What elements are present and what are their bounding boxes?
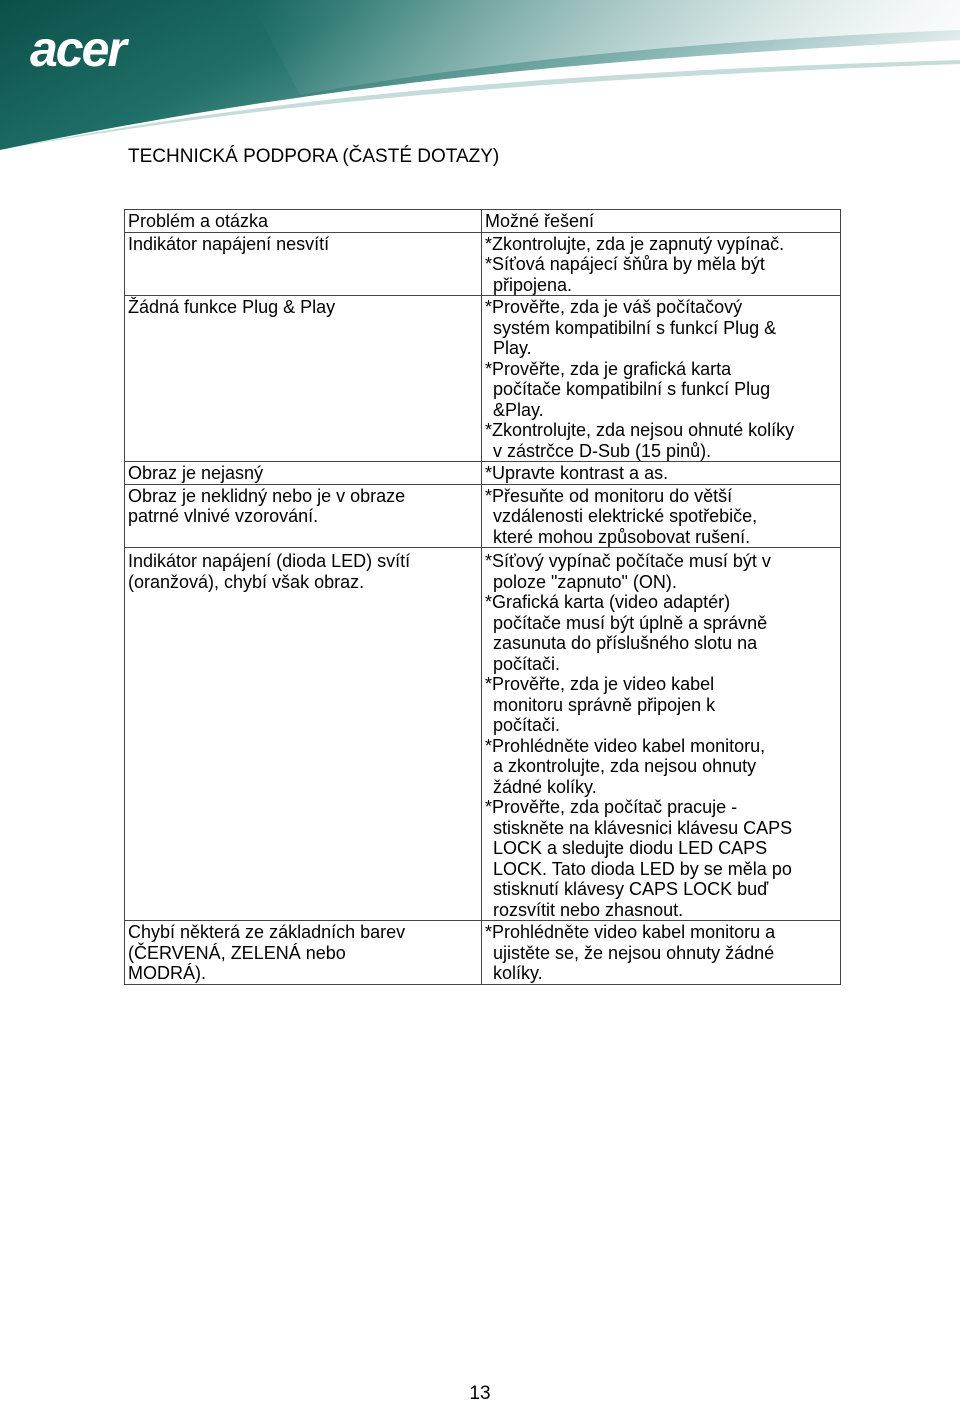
solution-item <box>485 674 837 736</box>
solution-item <box>485 254 837 295</box>
solution-line: vzdálenosti elektrické spotřebiče, <box>493 506 758 526</box>
problem-text: Žádná funkce Plug & Play <box>128 297 336 317</box>
solution-cell <box>482 921 841 985</box>
solution-line: systém kompatibilní s funkcí Plug & <box>493 317 777 338</box>
solution-line: *Síťová napájecí šňůra by měla být <box>485 254 765 274</box>
solution-line: *Zkontrolujte, zda je zapnutý vypínač. <box>485 233 785 254</box>
problem-line: Indikátor napájení (dioda LED) svítí <box>128 551 411 571</box>
problem-line: patrné vlnivé vzorování. <box>128 506 319 526</box>
column-header-problem: Problém a otázka <box>125 210 482 233</box>
problem-line: (oranžová), chybí však obraz. <box>128 571 365 592</box>
table-row <box>125 484 841 548</box>
solution-line: *Prověřte, zda je video kabel <box>485 674 715 694</box>
solution-line: poloze "zapnuto" (ON). <box>493 571 677 592</box>
solution-cell <box>482 462 841 485</box>
solution-line: zasunuta do příslušného slotu na <box>493 633 758 653</box>
solution-item <box>485 797 837 920</box>
banner-graphic <box>0 0 960 150</box>
problem-line: MODRÁ). <box>128 963 206 983</box>
solution-item <box>485 486 837 548</box>
solution-line: *Prověřte, zda je grafická karta <box>485 358 732 379</box>
problem-cell <box>125 232 482 296</box>
solution-line: žádné kolíky. <box>493 776 597 797</box>
solution-item <box>485 592 837 674</box>
solution-line: *Prohlédněte video kabel monitoru a <box>485 922 776 942</box>
solution-line: stisknutí klávesy CAPS LOCK buď <box>493 879 769 899</box>
table-row <box>125 232 841 296</box>
faq-table <box>124 209 841 985</box>
table-row <box>125 296 841 462</box>
problem-cell <box>125 484 482 548</box>
solution-item <box>485 463 837 484</box>
solution-line: počítače kompatibilní s funkcí Plug <box>493 379 771 399</box>
solution-line: LOCK a sledujte diodu LED CAPS <box>493 838 768 858</box>
solution-item <box>485 234 837 255</box>
table-row <box>125 462 841 485</box>
solution-cell <box>482 232 841 296</box>
solution-line: *Upravte kontrast a as. <box>485 463 669 483</box>
solution-line: *Prověřte, zda je váš počítačový <box>485 297 743 317</box>
solution-line: *Grafická karta (video adaptér) <box>485 592 731 612</box>
solution-line: počítači. <box>493 715 561 735</box>
header-banner <box>0 0 960 150</box>
problem-cell <box>125 296 482 462</box>
solution-item <box>485 420 837 461</box>
solution-line: *Přesuňte od monitoru do větší <box>485 485 733 506</box>
solution-item <box>485 736 837 798</box>
solution-line: rozsvítit nebo zhasnout. <box>493 899 684 920</box>
solution-item <box>485 359 837 421</box>
solution-line: stiskněte na klávesnici klávesu CAPS <box>493 817 793 838</box>
solution-line: LOCK. Tato dioda LED by se měla po <box>493 858 792 879</box>
solution-line: kolíky. <box>493 963 543 983</box>
solution-line: počítači. <box>493 653 561 674</box>
solution-line: ujistěte se, že nejsou ohnuty žádné <box>493 942 775 963</box>
solution-line: &Play. <box>493 399 544 420</box>
solution-cell <box>482 296 841 462</box>
page-title: TECHNICKÁ PODPORA (ČASTÉ DOTAZY) <box>128 146 500 167</box>
problem-text: Indikátor napájení nesvítí <box>128 233 330 254</box>
solution-item <box>485 551 837 592</box>
column-header-solution: Možné řešení <box>482 210 841 233</box>
problem-line: Chybí některá ze základních barev <box>128 922 406 942</box>
solution-line: *Prohlédněte video kabel monitoru, <box>485 735 766 756</box>
problem-cell <box>125 921 482 985</box>
page-number: 13 <box>469 1383 491 1404</box>
solution-line: *Prověřte, zda počítač pracuje - <box>485 797 738 817</box>
solution-line: počítače musí být úplně a správně <box>493 612 768 633</box>
table-row <box>125 921 841 985</box>
solution-line: v zástrčce D-Sub (15 pinů). <box>493 440 712 461</box>
solution-line: *Zkontrolujte, zda nejsou ohnuté kolíky <box>485 420 795 440</box>
problem-line: Obraz je neklidný nebo je v obraze <box>128 485 406 506</box>
acer-logo: acer <box>30 21 125 77</box>
problem-text: Obraz je nejasný <box>128 463 264 483</box>
solution-line: a zkontrolujte, zda nejsou ohnuty <box>493 756 757 776</box>
problem-line: (ČERVENÁ, ZELENÁ nebo <box>128 942 346 963</box>
problem-cell <box>125 548 482 921</box>
solution-line: které mohou způsobovat rušení. <box>493 526 751 547</box>
solution-cell <box>482 484 841 548</box>
table-header-row <box>125 210 841 233</box>
solution-item <box>485 297 837 359</box>
solution-line: monitoru správně připojen k <box>493 694 716 715</box>
solution-cell <box>482 548 841 921</box>
solution-line: Play. <box>493 338 532 358</box>
solution-item <box>485 922 837 984</box>
table-row <box>125 548 841 921</box>
solution-line: *Síťový vypínač počítače musí být v <box>485 551 771 571</box>
problem-cell <box>125 462 482 485</box>
solution-line: připojena. <box>493 274 573 295</box>
